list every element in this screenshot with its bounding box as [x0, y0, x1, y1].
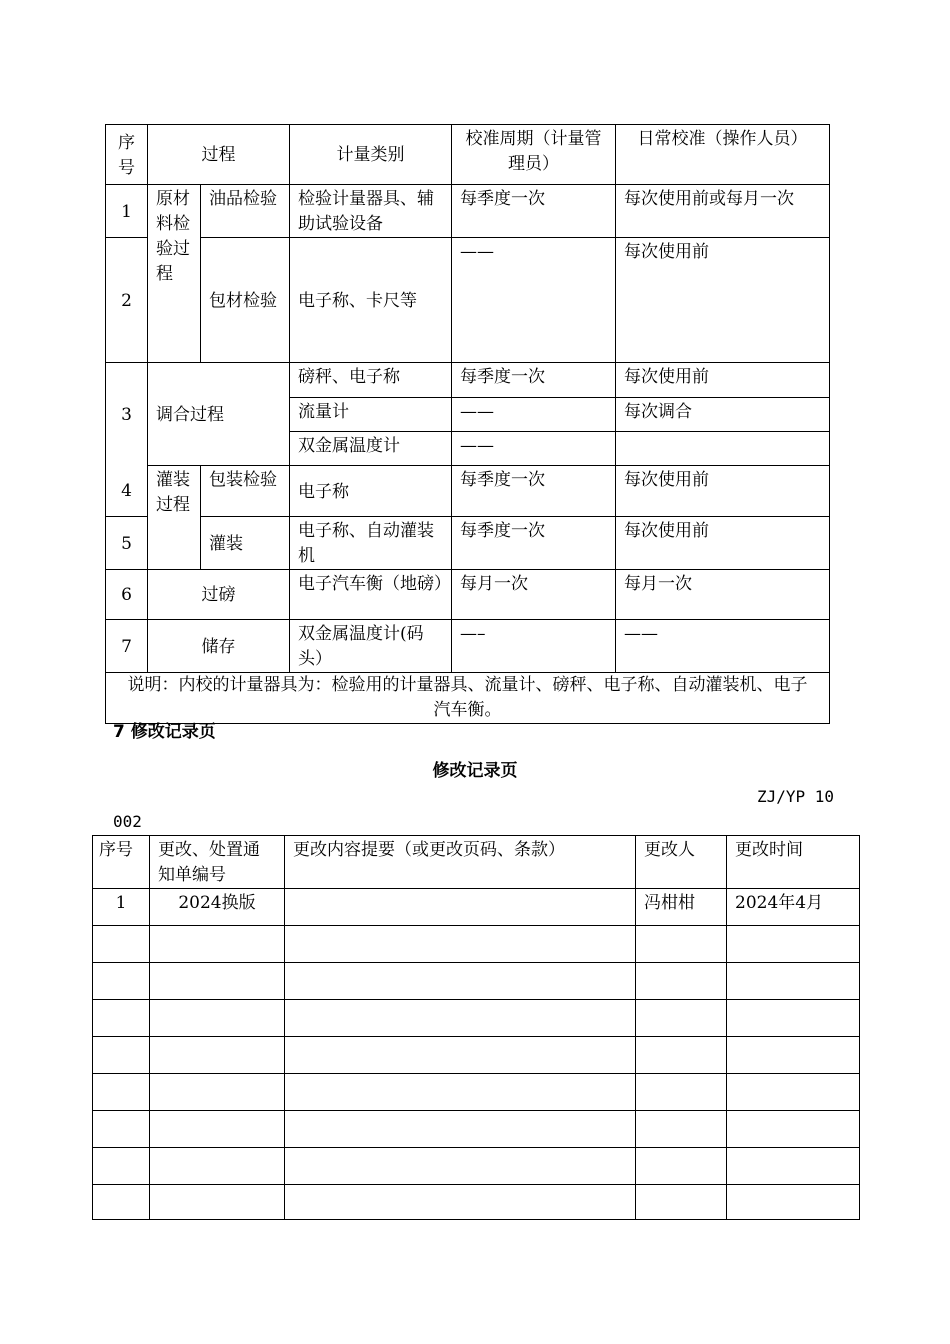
empty-cell: [285, 1074, 636, 1111]
revision-record-table: [92, 835, 860, 1220]
row-daily: ——: [616, 620, 830, 673]
table-row: [93, 1074, 860, 1111]
header-process: 过程: [148, 125, 290, 185]
empty-cell: [636, 1000, 727, 1037]
table-row: [93, 1148, 860, 1185]
group-mixing: 调合过程: [148, 363, 290, 466]
empty-cell: [150, 1185, 285, 1220]
row-process: 包材检验: [201, 238, 290, 363]
header-cycle: 校准周期（计量管理员）: [452, 125, 616, 185]
empty-cell: [93, 1074, 150, 1111]
row-process: 过磅: [148, 570, 290, 620]
row-no: 3: [106, 363, 148, 466]
empty-cell: [150, 1037, 285, 1074]
empty-cell: [93, 926, 150, 963]
empty-cell: [285, 963, 636, 1000]
row-category: 电子称、自动灌装机: [290, 517, 452, 570]
empty-cell: [150, 963, 285, 1000]
empty-cell: [636, 1148, 727, 1185]
empty-cell: [636, 1074, 727, 1111]
row-category: 电子称: [290, 466, 452, 517]
row-cycle: 每季度一次: [452, 363, 616, 398]
row-process: 油品检验: [201, 185, 290, 238]
row-time: 2024年4月: [727, 889, 860, 926]
empty-cell: [150, 1111, 285, 1148]
table-row: [93, 1185, 860, 1220]
row-no: 1: [93, 889, 150, 926]
table-row: [106, 517, 830, 570]
row-daily: 每次使用前: [616, 363, 830, 398]
row-category: 检验计量器具、辅助试验设备: [290, 185, 452, 238]
row-content: [285, 889, 636, 926]
empty-cell: [727, 1148, 860, 1185]
empty-cell: [727, 1074, 860, 1111]
note-row: [106, 673, 830, 724]
table-row: [93, 1037, 860, 1074]
empty-cell: [285, 926, 636, 963]
empty-cell: [636, 1111, 727, 1148]
row-no: 6: [106, 570, 148, 620]
table-row: [93, 1000, 860, 1037]
row-cycle: ——: [452, 432, 616, 466]
empty-cell: [636, 963, 727, 1000]
row-category: 电子汽车衡（地磅）: [290, 570, 452, 620]
row-daily: [616, 432, 830, 466]
row-no: 2: [106, 238, 148, 363]
header-daily: 日常校准（操作人员）: [616, 125, 830, 185]
row-daily: 每次使用前: [616, 466, 830, 517]
empty-cell: [727, 926, 860, 963]
empty-cell: [285, 1037, 636, 1074]
header-category: 计量类别: [290, 125, 452, 185]
row-no: 5: [106, 517, 148, 570]
section-heading: 7 修改记录页: [113, 722, 216, 742]
empty-cell: [636, 1037, 727, 1074]
row-cycle: —–: [452, 620, 616, 673]
empty-cell: [285, 1111, 636, 1148]
empty-cell: [93, 1000, 150, 1037]
row-daily: 每月一次: [616, 570, 830, 620]
group-raw-material: 原材料检验过程: [148, 185, 201, 363]
calibration-header-row: [106, 125, 830, 185]
empty-cell: [636, 926, 727, 963]
table-row: [93, 963, 860, 1000]
row-cycle: ——: [452, 398, 616, 432]
table-row: [106, 363, 830, 398]
row-no: 7: [106, 620, 148, 673]
empty-cell: [727, 1111, 860, 1148]
row-category: 双金属温度计: [290, 432, 452, 466]
table-row: [93, 1111, 860, 1148]
empty-cell: [93, 963, 150, 1000]
table-row: [93, 889, 860, 926]
header-change-time: 更改时间: [727, 836, 860, 889]
table-row: [106, 185, 830, 238]
empty-cell: [636, 1185, 727, 1220]
table-row: [93, 926, 860, 963]
empty-cell: [150, 926, 285, 963]
row-cycle: 每月一次: [452, 570, 616, 620]
empty-cell: [285, 1185, 636, 1220]
row-cycle: 每季度一次: [452, 517, 616, 570]
row-cycle: ——: [452, 238, 616, 363]
group-filling: 灌装过程: [148, 466, 201, 570]
table-row: [106, 620, 830, 673]
row-daily: 每次使用前: [616, 517, 830, 570]
row-daily: 每次使用前: [616, 238, 830, 363]
table-row: [106, 570, 830, 620]
empty-cell: [727, 963, 860, 1000]
record-page-title: 修改记录页: [432, 761, 518, 781]
empty-cell: [727, 1037, 860, 1074]
empty-cell: [285, 1148, 636, 1185]
header-changed-by: 更改人: [636, 836, 727, 889]
row-person: 冯柑柑: [636, 889, 727, 926]
header-change-summary: 更改内容提要（或更改页码、条款）: [285, 836, 636, 889]
row-category: 磅秤、电子称: [290, 363, 452, 398]
empty-cell: [727, 1000, 860, 1037]
empty-cell: [727, 1185, 860, 1220]
empty-cell: [93, 1111, 150, 1148]
header-no: 序号: [93, 836, 150, 889]
revision-header-row: [93, 836, 860, 889]
empty-cell: [150, 1074, 285, 1111]
table-row: [106, 466, 830, 517]
header-no: 序号: [106, 125, 148, 185]
row-category: 电子称、卡尺等: [290, 238, 452, 363]
document-number-suffix: 002: [113, 812, 142, 831]
row-notice: 2024换版: [150, 889, 285, 926]
empty-cell: [93, 1185, 150, 1220]
row-process: 储存: [148, 620, 290, 673]
row-no: 4: [106, 466, 148, 517]
row-daily: 每次调合: [616, 398, 830, 432]
row-no: 1: [106, 185, 148, 238]
empty-cell: [93, 1037, 150, 1074]
row-cycle: 每季度一次: [452, 466, 616, 517]
header-notice-number: 更改、处置通知单编号: [150, 836, 285, 889]
row-category: 流量计: [290, 398, 452, 432]
table-row: [106, 238, 830, 363]
empty-cell: [285, 1000, 636, 1037]
row-process: 包装检验: [201, 466, 290, 517]
row-cycle: 每季度一次: [452, 185, 616, 238]
empty-cell: [93, 1148, 150, 1185]
calibration-table: [105, 124, 830, 724]
row-category: 双金属温度计(码头）: [290, 620, 452, 673]
empty-cell: [150, 1000, 285, 1037]
row-process: 灌装: [201, 517, 290, 570]
row-daily: 每次使用前或每月一次: [616, 185, 830, 238]
empty-cell: [150, 1148, 285, 1185]
calibration-note: 说明：内校的计量器具为：检验用的计量器具、流量计、磅秤、电子称、自动灌装机、电子汽车衡。: [106, 673, 830, 724]
document-number: ZJ/YP 10: [756, 787, 834, 806]
